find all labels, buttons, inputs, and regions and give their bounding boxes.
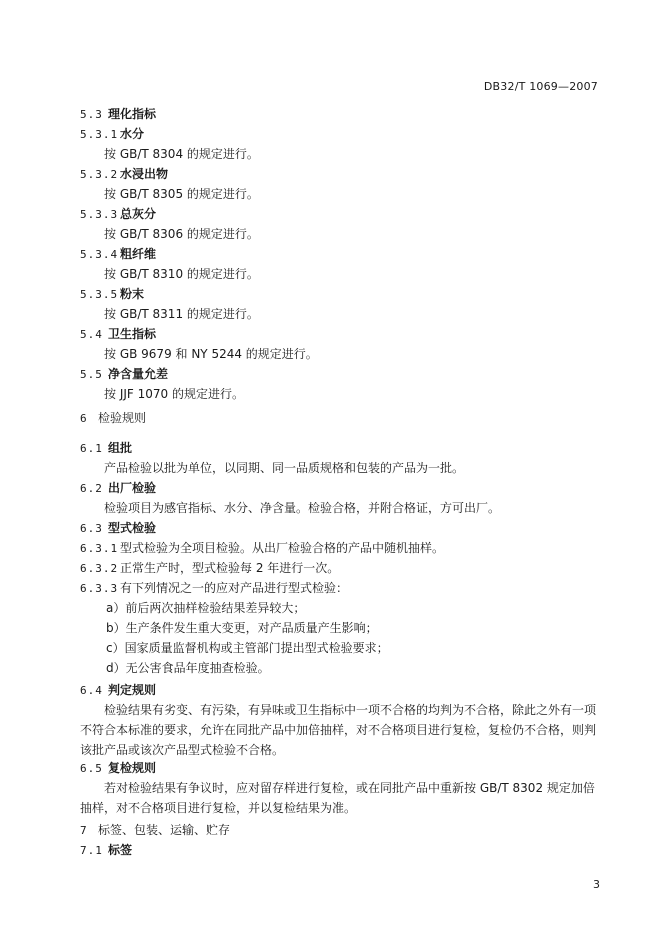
heading-5-3-1: 5.3.1 水分 (80, 127, 145, 141)
heading-7-1: 7.1 标签 (80, 843, 133, 857)
heading-6-3: 6.3 型式检验 (80, 521, 157, 535)
heading-5-3-5: 5.3.5 粉末 (80, 287, 145, 301)
paragraph-5-5: 按 JJF 1070 的规定进行。 (104, 387, 244, 401)
heading-6-4: 6.4 判定规则 (80, 683, 157, 697)
heading-6-1: 6.1 组批 (80, 441, 133, 455)
paragraph-6-2: 检验项目为感官指标、水分、净含量。检验合格，并附合格证，方可出厂。 (104, 501, 501, 515)
paragraph-5-3-2: 按 GB/T 8305 的规定进行。 (104, 187, 259, 201)
paragraph-6-1: 产品检验以批为单位，以同期、同一品质规格和包装的产品为一批。 (104, 461, 465, 475)
list-item-c: c）国家质量监督机构或主管部门提出型式检验要求； (106, 641, 389, 655)
paragraph-5-3-1: 按 GB/T 8304 的规定进行。 (104, 147, 259, 161)
heading-5-3-4: 5.3.4 粗纤维 (80, 247, 157, 261)
document-id: DB32/T 1069—2007 (483, 80, 598, 93)
list-item-b: b）生产条件发生重大变更，对产品质量产生影响； (106, 621, 378, 635)
heading-5-4: 5.4 卫生指标 (80, 327, 157, 341)
heading-7: 7 标签、包装、运输、贮存 (80, 823, 231, 837)
heading-6-3-2: 6.3.2 正常生产时，型式检验每 2 年进行一次。 (80, 561, 340, 575)
paragraph-6-5: 若对检验结果有争议时，应对留存样进行复检，或在同批产品中重新按 GB/T 8302 规定加倍抽样，对不合格项目进行复检，并以复检结果为准。 (80, 781, 595, 815)
page-number: 3 (593, 878, 600, 891)
list-item-a: a）前后两次抽样检验结果差异较大； (106, 601, 306, 615)
heading-6-3-1: 6.3.1 型式检验为全项目检验。从出厂检验合格的产品中随机抽样。 (80, 541, 445, 555)
heading-5-3-2: 5.3.2 水浸出物 (80, 167, 169, 181)
heading-6-5: 6.5 复检规则 (80, 761, 157, 775)
paragraph-5-3-3: 按 GB/T 8306 的规定进行。 (104, 227, 259, 241)
paragraph-5-3-5: 按 GB/T 8311 的规定进行。 (104, 307, 259, 321)
heading-6: 6 检验规则 (80, 411, 147, 425)
list-item-d: d）无公害食品年度抽查检验。 (106, 661, 270, 675)
paragraph-5-3-4: 按 GB/T 8310 的规定进行。 (104, 267, 259, 281)
heading-5-3-3: 5.3.3 总灰分 (80, 207, 157, 221)
heading-5-3: 5.3 理化指标 (80, 107, 157, 121)
heading-6-2: 6.2 出厂检验 (80, 481, 157, 495)
paragraph-5-4: 按 GB 9679 和 NY 5244 的规定进行。 (104, 347, 318, 361)
paragraph-6-4: 检验结果有劣变、有污染，有异味或卫生指标中一项不合格的均判为不合格，除此之外有一项不符合本标准的要求，允许在同批产品中加倍抽样，对不合格项目进行复检，复检仍不合格，则判该批产品或该次产品型式检验不合格。 (80, 703, 597, 757)
heading-5-5: 5.5 净含量允差 (80, 367, 169, 381)
heading-6-3-3: 6.3.3 有下列情况之一的应对产品进行型式检验： (80, 581, 349, 595)
